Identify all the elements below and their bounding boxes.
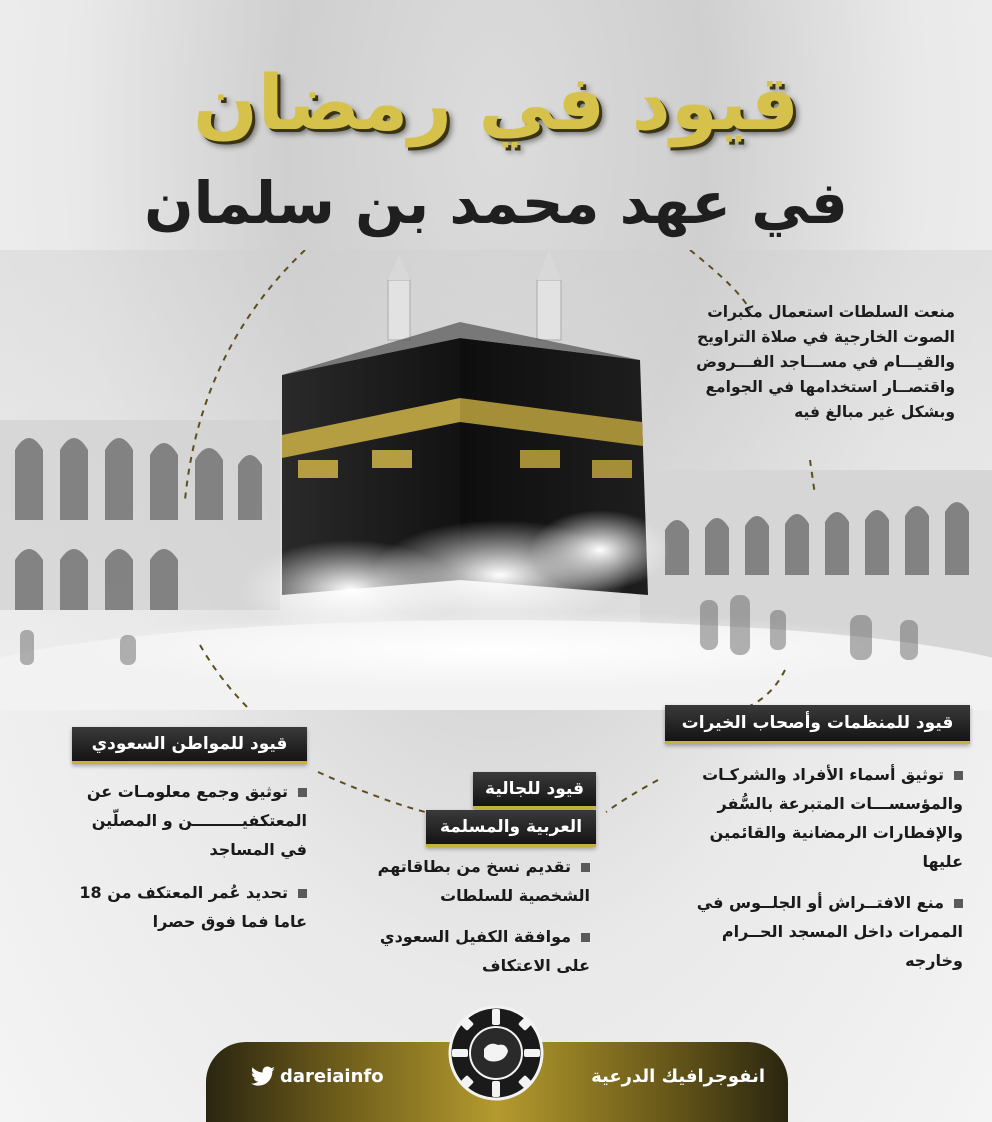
bullet-square-icon — [954, 771, 963, 780]
organizations-item — [668, 760, 963, 876]
organizations-item — [668, 888, 963, 975]
diriyah-seal-icon — [448, 1005, 544, 1101]
intro-line: واقتصــار استخدامها في الجوامع — [705, 378, 955, 396]
citizens-item — [72, 878, 307, 936]
citizens-item-text: تحديد عُمر المعتكف من 18 عاما فما فوق حصرا — [79, 883, 307, 931]
bullet-square-icon — [581, 863, 590, 872]
page-title: قيود في رمضان — [192, 58, 800, 147]
organizations-header: قيود للمنظمات وأصحاب الخيرات — [665, 705, 970, 744]
organizations-item-text: توثيق أسماء الأفراد والشركـات والمؤسســـات المتبرعة بالسُّفر والإفطارات الرمضانية والقائمين عليها — [702, 765, 963, 871]
bullet-square-icon — [298, 788, 307, 797]
community-item — [345, 922, 590, 980]
community-header-line1: قيود للجالية — [473, 772, 596, 809]
community-item-text: موافقة الكفيل السعودي على الاعتكاف — [379, 927, 590, 975]
community-header-line2: العربية والمسلمة — [426, 810, 596, 847]
twitter-handle-text: dareiainfo — [280, 1066, 384, 1087]
intro-paragraph — [655, 300, 955, 425]
intro-line: الصوت الخارجية في صلاة التراويح — [697, 328, 955, 346]
intro-line: منعت السلطات استعمال مكبرات — [707, 303, 955, 321]
intro-line: والقيـــام في مســـاجد الفـــروض — [696, 353, 955, 371]
twitter-handle[interactable] — [250, 1066, 410, 1088]
bullet-square-icon — [298, 889, 307, 898]
bullet-square-icon — [581, 933, 590, 942]
citizens-header: قيود للمواطن السعودي — [72, 727, 307, 764]
organizations-item-text: منع الافتــراش أو الجلــوس في الممرات داخل المسجد الحــرام وخارجه — [696, 893, 963, 970]
intro-line: وبشكل غير مبالغ فيه — [794, 403, 955, 421]
community-item — [345, 852, 590, 910]
twitter-bird-icon — [250, 1066, 276, 1088]
bullet-square-icon — [954, 899, 963, 908]
citizens-item — [72, 777, 307, 864]
community-item-text: تقديم نسخ من بطاقاتهم الشخصية للسلطات — [377, 857, 590, 905]
citizens-item-text: توثيق وجمع معلومـات عن المعتكفيـــــــــن و المصلّين في المساجد — [86, 782, 307, 859]
page-subtitle: في عهد محمد بن سلمان — [144, 169, 848, 237]
footer-brand: انفوجرافيك الدرعية — [591, 1066, 765, 1087]
